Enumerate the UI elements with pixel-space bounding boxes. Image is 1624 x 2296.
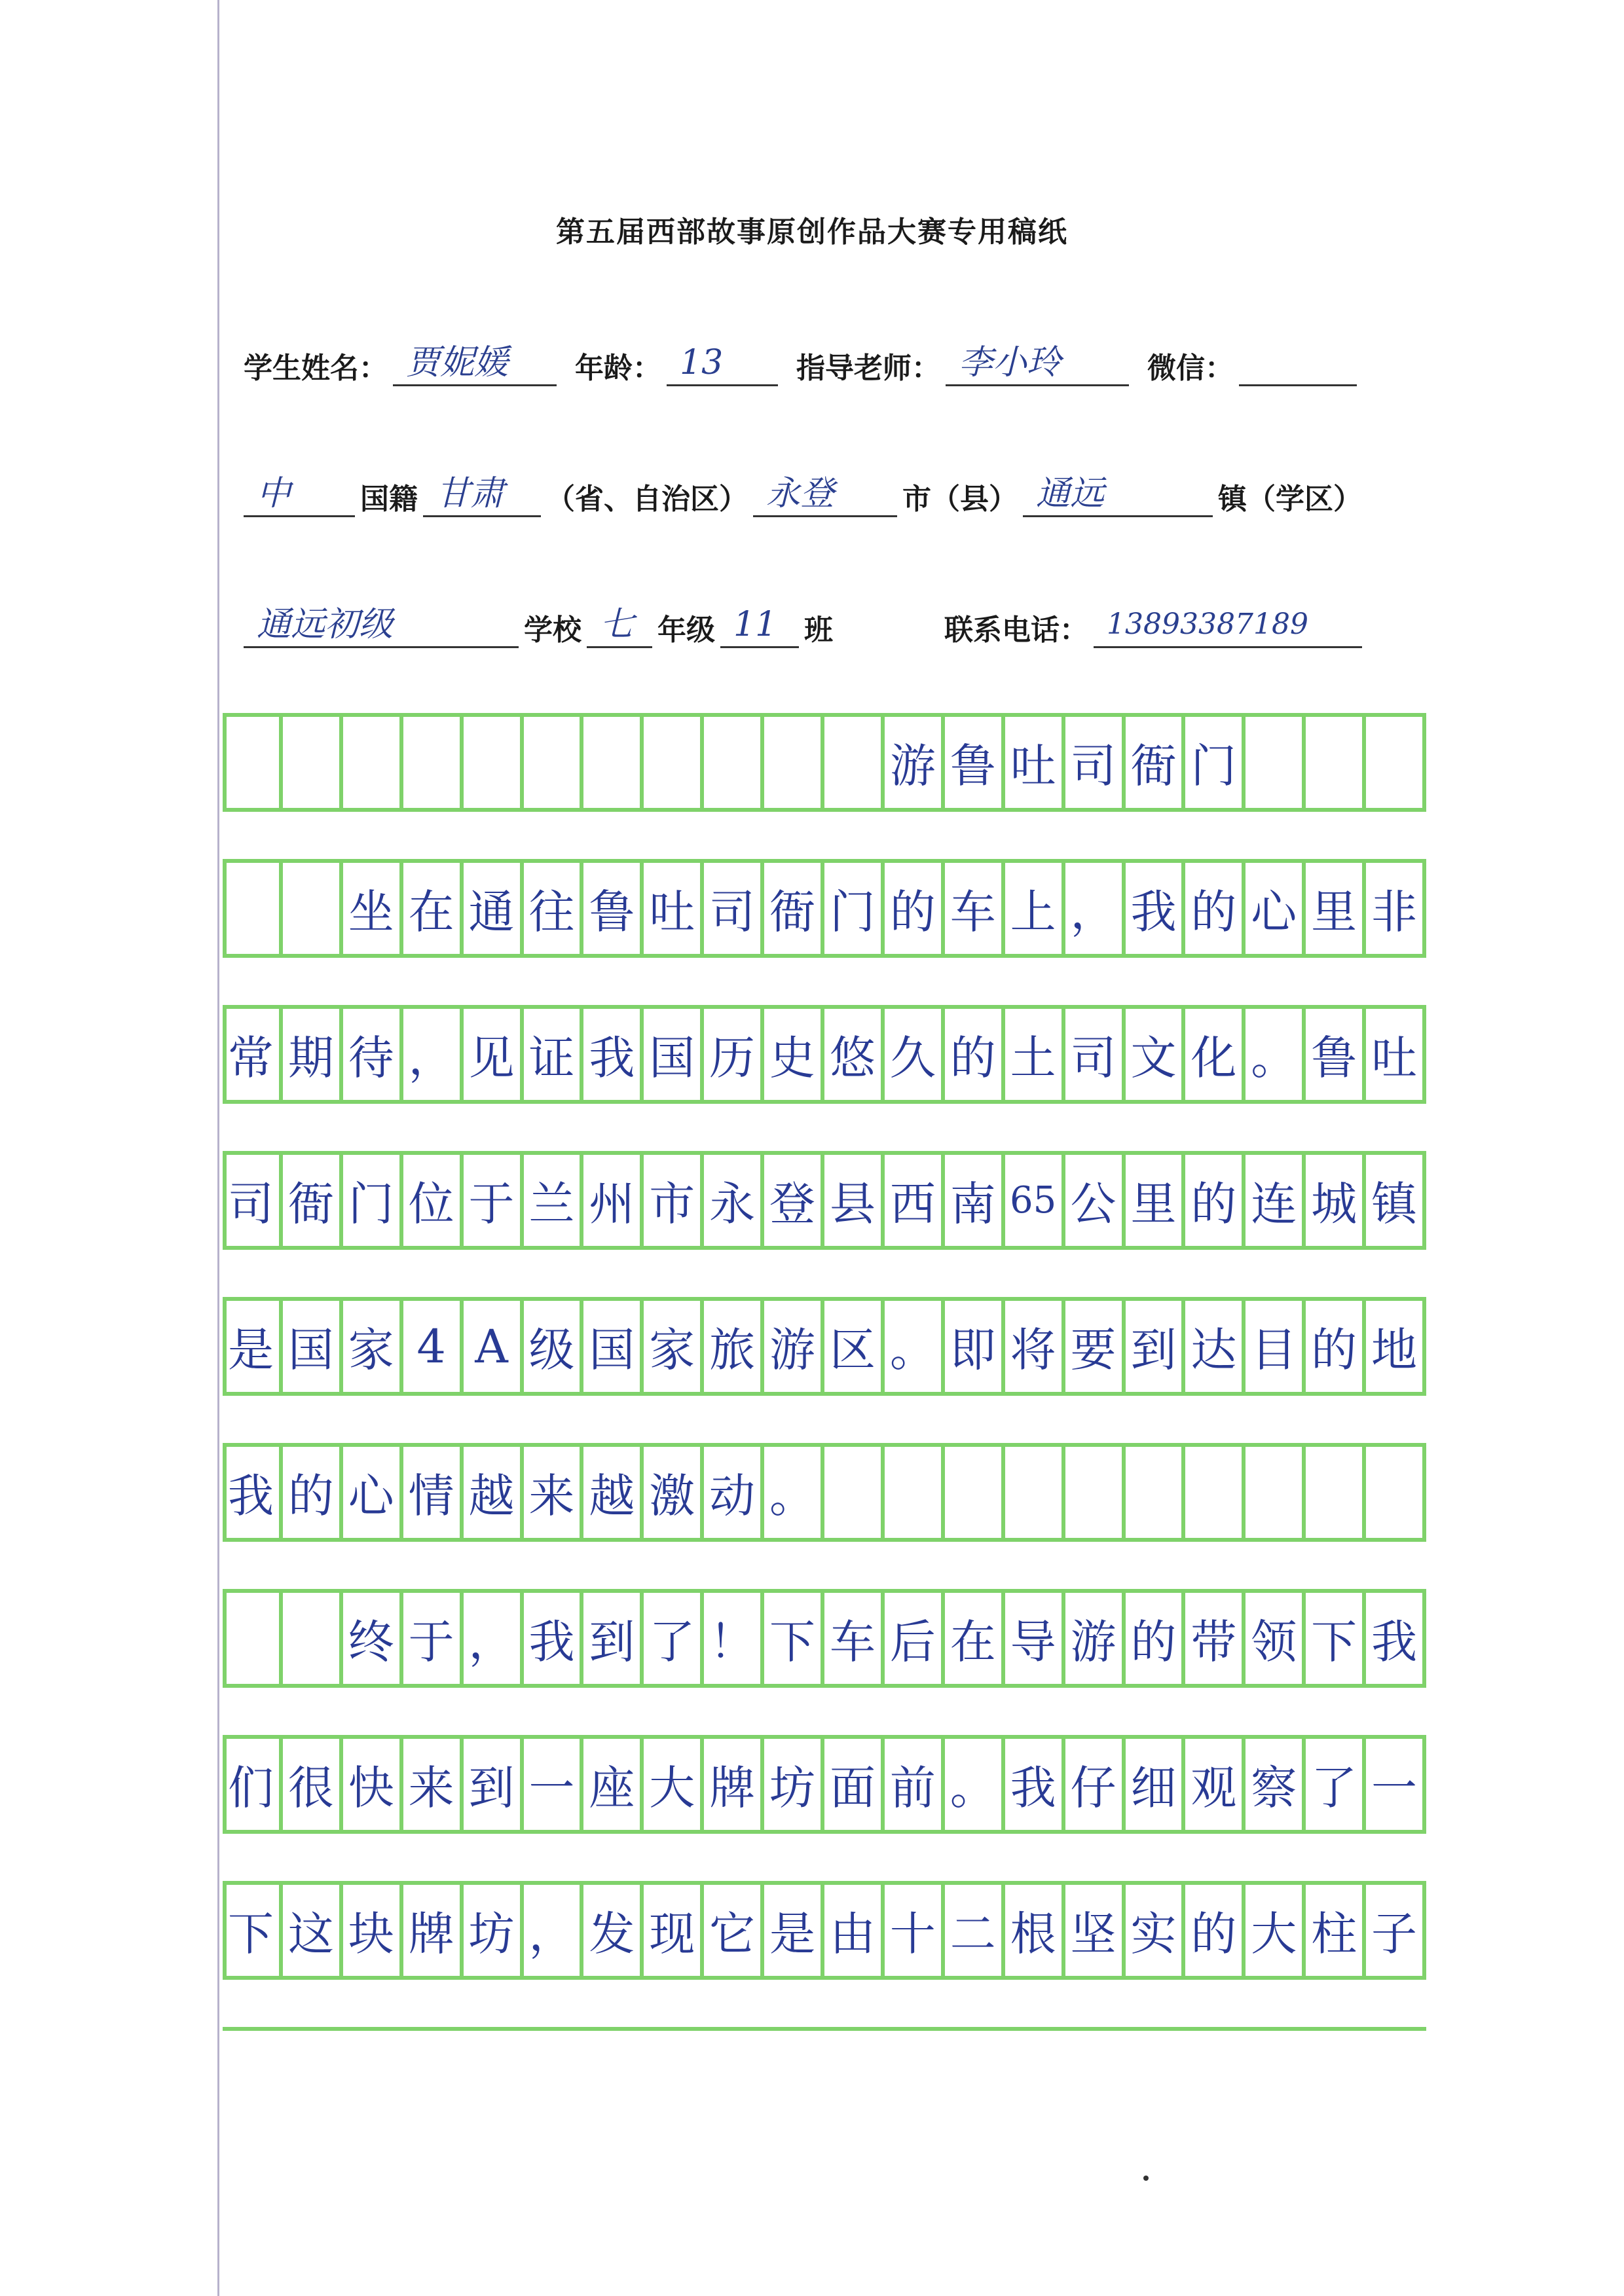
- school-field[interactable]: 通远初级: [244, 601, 519, 648]
- grid-cell: 柱: [1306, 1885, 1366, 1976]
- grid-cell: 非: [1366, 863, 1426, 954]
- city-label: 市（县）: [902, 483, 1018, 516]
- grid-cell: 州: [583, 1155, 644, 1246]
- grid-cell: 4: [403, 1301, 464, 1392]
- grid-cell: 很: [283, 1739, 343, 1830]
- grid-row: [223, 1155, 1426, 1246]
- grid-cell: 常: [223, 1009, 283, 1100]
- grid-cell: 衙: [283, 1155, 343, 1246]
- grid-spacer: [223, 1246, 1426, 1301]
- grid-cell: 登: [764, 1155, 824, 1246]
- grid-cell: 鲁: [945, 717, 1005, 808]
- grid-spacer: [223, 1684, 1426, 1739]
- town-label: 镇（学区）: [1218, 483, 1362, 516]
- grid-cell: 一: [1366, 1739, 1426, 1830]
- grid-cell: ！: [704, 1593, 764, 1684]
- grid-cell: 司: [1065, 1009, 1126, 1100]
- page-title: 第五届西部故事原创作品大赛专用稿纸: [556, 215, 1068, 249]
- grid-cell: 。: [1246, 1009, 1306, 1100]
- grid-cell: 仔: [1065, 1739, 1126, 1830]
- grid-cell: [885, 1447, 945, 1538]
- grid-cell: [764, 717, 824, 808]
- grid-cell: 将: [1005, 1301, 1065, 1392]
- teacher-field[interactable]: 李小玲: [946, 339, 1129, 386]
- grid-cell: 的: [1126, 1593, 1186, 1684]
- grid-cell: [1005, 1447, 1065, 1538]
- grid-cell: [283, 717, 343, 808]
- grid-cell: 我: [1366, 1593, 1426, 1684]
- grid-cell: 车: [945, 863, 1005, 954]
- grid-cell: 达: [1185, 1301, 1246, 1392]
- grid-cell: 游: [1065, 1593, 1126, 1684]
- grid-cell: 它: [704, 1885, 764, 1976]
- grid-cell: 牌: [704, 1739, 764, 1830]
- city-field[interactable]: 永登: [753, 470, 897, 517]
- grid-cell: 车: [824, 1593, 885, 1684]
- wechat-field[interactable]: [1239, 339, 1357, 386]
- grid-cell: 目: [1246, 1301, 1306, 1392]
- grid-cell: 久: [885, 1009, 945, 1100]
- grid-cell: 区: [824, 1301, 885, 1392]
- grid-row: [223, 1739, 1426, 1830]
- grid-cell: 领: [1246, 1593, 1306, 1684]
- manuscript-grid: [223, 717, 1426, 2031]
- grid-row: [223, 863, 1426, 954]
- grid-cell: 牌: [403, 1885, 464, 1976]
- page-dot: [1143, 2176, 1149, 2181]
- grid-cell: [824, 717, 885, 808]
- grid-cell: [1306, 717, 1366, 808]
- grid-cell: 待: [343, 1009, 403, 1100]
- grid-cell: 永: [704, 1155, 764, 1246]
- grid-cell: 我: [1005, 1739, 1065, 1830]
- grid-spacer: [223, 1830, 1426, 1885]
- grid-cell: 下: [764, 1593, 824, 1684]
- grid-cell: 。: [764, 1447, 824, 1538]
- country-field[interactable]: 中: [244, 470, 355, 517]
- grid-cell: 座: [583, 1739, 644, 1830]
- grid-spacer: [223, 808, 1426, 863]
- grid-cell: 观: [1185, 1739, 1246, 1830]
- grid-cell: 现: [644, 1885, 704, 1976]
- grid-cell: 司: [1065, 717, 1126, 808]
- grid-cell: [283, 1593, 343, 1684]
- grid-cell: 家: [343, 1301, 403, 1392]
- grid-row: [223, 1009, 1426, 1100]
- grid-cell: [524, 717, 584, 808]
- grid-spacer: [223, 1392, 1426, 1447]
- grid-cell: 越: [583, 1447, 644, 1538]
- grid-cell: 国: [644, 1009, 704, 1100]
- grid-row: [223, 1301, 1426, 1392]
- grid-cell: [223, 717, 283, 808]
- grid-cell: 里: [1126, 1155, 1186, 1246]
- grid-cell: 门: [824, 863, 885, 954]
- grid-cell: 西: [885, 1155, 945, 1246]
- school-label: 学校: [524, 613, 581, 647]
- grid-cell: 心: [1246, 863, 1306, 954]
- grid-cell: 国: [283, 1301, 343, 1392]
- grid-cell: ，: [524, 1885, 584, 1976]
- grid-cell: 衙: [1126, 717, 1186, 808]
- province-label: （省、自治区）: [546, 483, 748, 516]
- grid-cell: 的: [885, 863, 945, 954]
- grid-cell: 我: [583, 1009, 644, 1100]
- grid-cell: 地: [1366, 1301, 1426, 1392]
- grid-cell: 要: [1065, 1301, 1126, 1392]
- nationality-label: 国籍: [360, 483, 418, 516]
- info-row-1: [244, 327, 1362, 386]
- grid-cell: [1065, 1447, 1126, 1538]
- grid-cell: 导: [1005, 1593, 1065, 1684]
- grid-cell: 到: [583, 1593, 644, 1684]
- phone-label: 联系电话：: [944, 613, 1088, 647]
- grade-label: 年级: [657, 613, 715, 647]
- grid-cell: 十: [885, 1885, 945, 1976]
- grid-cell: 鲁: [583, 863, 644, 954]
- grid-cell: 游: [885, 717, 945, 808]
- age-field[interactable]: 13: [667, 339, 778, 386]
- grid-spacer: [223, 1538, 1426, 1593]
- phone-field[interactable]: 13893387189: [1094, 601, 1362, 648]
- grid-cell: 证: [524, 1009, 584, 1100]
- grid-cell: 察: [1246, 1739, 1306, 1830]
- grid-cell: 悠: [824, 1009, 885, 1100]
- grid-cell: 历: [704, 1009, 764, 1100]
- grid-cell: 里: [1306, 863, 1366, 954]
- grid-cell: 门: [1185, 717, 1246, 808]
- grid-cell: [283, 863, 343, 954]
- grid-cell: 的: [1185, 1885, 1246, 1976]
- grid-cell: 国: [583, 1301, 644, 1392]
- grid-row: [223, 1593, 1426, 1684]
- grid-cell: 后: [885, 1593, 945, 1684]
- grid-cell: 快: [343, 1739, 403, 1830]
- grid-cell: [464, 717, 524, 808]
- grid-cell: 激: [644, 1447, 704, 1538]
- grid-cell: [223, 863, 283, 954]
- grid-cell: 面: [824, 1739, 885, 1830]
- grid-cell: 司: [704, 863, 764, 954]
- grid-cell: [403, 717, 464, 808]
- grid-cell: [1306, 1447, 1366, 1538]
- grid-cell: 由: [824, 1885, 885, 1976]
- grid-spacer: [223, 1100, 1426, 1155]
- grid-cell: 细: [1126, 1739, 1186, 1830]
- grid-cell: 是: [764, 1885, 824, 1976]
- grid-cell: [824, 1447, 885, 1538]
- grid-cell: 我: [1126, 863, 1186, 954]
- grid-cell: 下: [223, 1885, 283, 1976]
- grid-cell: 级: [524, 1301, 584, 1392]
- grid-cell: 家: [644, 1301, 704, 1392]
- grid-cell: [1246, 717, 1306, 808]
- grid-cell: 到: [464, 1739, 524, 1830]
- grid-cell: ，: [464, 1593, 524, 1684]
- grid-cell: 是: [223, 1301, 283, 1392]
- grid-cell: 位: [403, 1155, 464, 1246]
- grid-cell: 县: [824, 1155, 885, 1246]
- grid-cell: 通: [464, 863, 524, 954]
- grid-cell: [1126, 1447, 1186, 1538]
- grid-cell: 来: [403, 1739, 464, 1830]
- grid-cell: 大: [1246, 1885, 1306, 1976]
- grid-cell: 情: [403, 1447, 464, 1538]
- grid-cell: 带: [1185, 1593, 1246, 1684]
- grid-cell: [704, 717, 764, 808]
- grid-cell: 于: [403, 1593, 464, 1684]
- grid-cell: 公: [1065, 1155, 1126, 1246]
- grid-cell: 兰: [524, 1155, 584, 1246]
- grid-cell: 史: [764, 1009, 824, 1100]
- grid-cell: 土: [1005, 1009, 1065, 1100]
- grid-cell: 子: [1366, 1885, 1426, 1976]
- grid-cell: 这: [283, 1885, 343, 1976]
- grid-spacer: [223, 1976, 1426, 2031]
- grid-cell: [1246, 1447, 1306, 1538]
- grid-cell: 鲁: [1306, 1009, 1366, 1100]
- grid-cell: [1185, 1447, 1246, 1538]
- grid-cell: 在: [945, 1593, 1005, 1684]
- grid-cell: [644, 717, 704, 808]
- grid-cell: 文: [1126, 1009, 1186, 1100]
- grid-cell: 二: [945, 1885, 1005, 1976]
- grid-cell: 坊: [464, 1885, 524, 1976]
- grid-cell: 65: [1005, 1155, 1065, 1246]
- grid-cell: [1366, 1447, 1426, 1538]
- grid-cell: 的: [1185, 1155, 1246, 1246]
- grid-row: [223, 1447, 1426, 1538]
- grid-cell: 见: [464, 1009, 524, 1100]
- info-row-3: [244, 589, 1367, 648]
- grid-row: [223, 1885, 1426, 1976]
- grid-cell: 即: [945, 1301, 1005, 1392]
- grid-cell: 衙: [764, 863, 824, 954]
- grid-cell: [1366, 717, 1426, 808]
- grid-cell: 吐: [1005, 717, 1065, 808]
- grid-cell: 上: [1005, 863, 1065, 954]
- grid-cell: 了: [644, 1593, 704, 1684]
- grade-field[interactable]: 七: [587, 601, 652, 648]
- grid-cell: 了: [1306, 1739, 1366, 1830]
- grid-cell: 来: [524, 1447, 584, 1538]
- grid-cell: 我: [223, 1447, 283, 1538]
- town-field[interactable]: 通远: [1023, 470, 1213, 517]
- age-label: 年龄：: [575, 352, 661, 385]
- grid-row: [223, 717, 1426, 808]
- grid-cell: 的: [945, 1009, 1005, 1100]
- grid-cell: 到: [1126, 1301, 1186, 1392]
- grid-cell: 的: [1185, 863, 1246, 954]
- margin-line: [217, 0, 219, 2296]
- grid-cell: 块: [343, 1885, 403, 1976]
- grid-cell: 于: [464, 1155, 524, 1246]
- info-row-2: [244, 458, 1362, 517]
- grid-cell: 往: [524, 863, 584, 954]
- grid-cell: [223, 1593, 283, 1684]
- grid-cell: 我: [524, 1593, 584, 1684]
- grid-cell: 在: [403, 863, 464, 954]
- grid-cell: 一: [524, 1739, 584, 1830]
- grid-cell: A: [464, 1301, 524, 1392]
- grid-cell: 坚: [1065, 1885, 1126, 1976]
- grid-cell: 旅: [704, 1301, 764, 1392]
- grid-cell: 越: [464, 1447, 524, 1538]
- grid-cell: 前: [885, 1739, 945, 1830]
- grid-cell: 吐: [644, 863, 704, 954]
- grid-cell: 市: [644, 1155, 704, 1246]
- grid-cell: [945, 1447, 1005, 1538]
- grid-cell: 大: [644, 1739, 704, 1830]
- grid-cell: ，: [1065, 863, 1126, 954]
- grid-cell: 化: [1185, 1009, 1246, 1100]
- grid-cell: 。: [885, 1301, 945, 1392]
- grid-cell: 的: [1306, 1301, 1366, 1392]
- grid-cell: ，: [403, 1009, 464, 1100]
- grid-cell: 下: [1306, 1593, 1366, 1684]
- grid-cell: 吐: [1366, 1009, 1426, 1100]
- grid-cell: 动: [704, 1447, 764, 1538]
- grid-cell: 。: [945, 1739, 1005, 1830]
- grid-cell: 的: [283, 1447, 343, 1538]
- grid-cell: 发: [583, 1885, 644, 1976]
- grid-spacer: [223, 954, 1426, 1009]
- grid-cell: 们: [223, 1739, 283, 1830]
- grid-cell: 门: [343, 1155, 403, 1246]
- class-field[interactable]: 11: [720, 601, 799, 648]
- grid-cell: 坐: [343, 863, 403, 954]
- grid-cell: 期: [283, 1009, 343, 1100]
- province-field[interactable]: 甘肃: [423, 470, 541, 517]
- grid-cell: 游: [764, 1301, 824, 1392]
- grid-cell: 司: [223, 1155, 283, 1246]
- grid-cell: 城: [1306, 1155, 1366, 1246]
- grid-cell: 终: [343, 1593, 403, 1684]
- grid-cell: 根: [1005, 1885, 1065, 1976]
- class-label: 班: [804, 613, 833, 647]
- wechat-label: 微信：: [1147, 352, 1234, 385]
- grid-cell: [343, 717, 403, 808]
- grid-cell: 实: [1126, 1885, 1186, 1976]
- grid-cell: 连: [1246, 1155, 1306, 1246]
- teacher-label: 指导老师：: [796, 352, 940, 385]
- student-name-field[interactable]: 贾妮媛: [393, 339, 557, 386]
- grid-cell: [583, 717, 644, 808]
- grid-cell: 心: [343, 1447, 403, 1538]
- grid-cell: 镇: [1366, 1155, 1426, 1246]
- student-name-label: 学生姓名：: [244, 352, 388, 385]
- grid-cell: 坊: [764, 1739, 824, 1830]
- grid-cell: 南: [945, 1155, 1005, 1246]
